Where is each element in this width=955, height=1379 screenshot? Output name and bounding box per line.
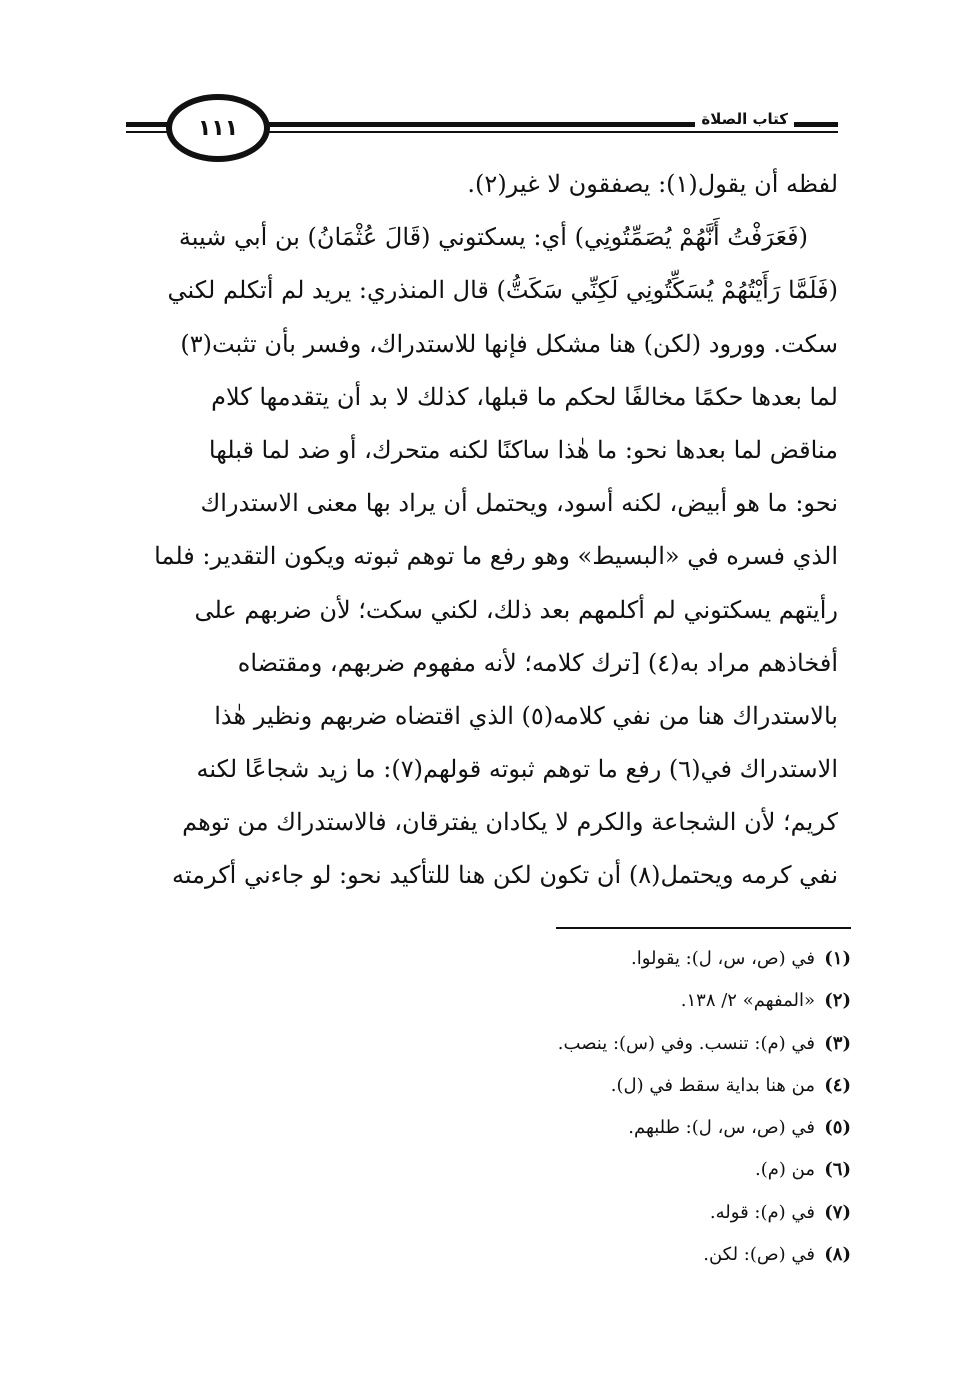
footnote-text: في (ص، س، ل): يقولوا. (631, 948, 815, 969)
main-text (128, 158, 838, 903)
footnote-item (431, 1234, 851, 1276)
header-rule-right-thin (256, 131, 838, 133)
text-line: لفظه أن يقول(١): يصفقون لا غير(٢). (467, 170, 838, 198)
footnote-number: (٥) (824, 1117, 851, 1139)
text-line: بالاستدراك هنا من نفي كلامه(٥) الذي اقتضاه ضربهم ونظير هٰذا (214, 701, 838, 730)
text-line: سكت. وورود (لكن) هنا مشكل فإنها للاستدراك، وفسر بأن تثبت(٣) (180, 329, 838, 358)
text-line: رأيتهم يسكتوني لم أكلمهم بعد ذلك، لكني سكت؛ لأن ضربهم على (194, 595, 838, 624)
page-number: ١١١ (197, 115, 239, 141)
footnotes (431, 938, 851, 1276)
footnote-number: (٣) (824, 1032, 851, 1054)
running-title: كتاب الصلاة (695, 110, 794, 128)
footnote-item (431, 938, 851, 980)
footnote-text: في (م): قوله. (709, 1201, 815, 1223)
text-line: مناقض لما بعدها نحو: ما هٰذا ساكنًا لكنه متحرك، أو ضد لما قبلها (208, 435, 838, 464)
footnote-item (431, 1023, 851, 1065)
footnote-item (431, 1192, 851, 1234)
footnote-text: «المفهم» ٢/ ١٣٨. (680, 990, 815, 1012)
footnote-item (431, 980, 851, 1022)
footnote-text: من (م). (755, 1159, 815, 1181)
text-line: نحو: ما هو أبيض، لكنه أسود، ويحتمل أن يراد بها معنى الاستدراك (200, 489, 838, 518)
footnote-item (431, 1149, 851, 1191)
footnote-number: (٨) (824, 1244, 851, 1266)
page-number-badge (166, 94, 270, 162)
text-line: كريم؛ لأن الشجاعة والكرم لا يكادان يفترقان، فالاستدراك من توهم (182, 808, 838, 837)
text-line: الذي فسره في «البسيط» وهو رفع ما توهم ثبوته ويكون التقدير: فلما (154, 542, 838, 571)
footnote-text: في (م): تنسب. وفي (س): ينصب. (557, 1032, 815, 1054)
footnote-text: في (ص، س، ل): طلبهم. (628, 1117, 815, 1139)
footnote-number: (٢) (824, 990, 851, 1012)
footnote-number: (٧) (824, 1201, 851, 1223)
footnote-item (431, 1065, 851, 1107)
footnote-number: (٤) (824, 1074, 851, 1096)
text-line: أفخاذهم مراد به(٤) [ترك كلامه؛ لأنه مفهوم ضربهم، ومقتضاه (237, 648, 838, 677)
text-line: لما بعدها حكمًا مخالفًا لحكم ما قبلها، كذلك لا بد أن يتقدمها كلام (211, 382, 838, 411)
text-line: الاستدراك في(٦) رفع ما توهم ثبوته قولهم(٧): ما زيد شجاعًا لكنه (196, 755, 838, 784)
footnote-number: (٦) (824, 1159, 851, 1181)
text-line: (فَعَرَفْتُ أَنَّهُمْ يُصَمِّتُونِي) أي: يسكتوني (قَالَ عُثْمَانُ) بن أبي شيبة (178, 223, 808, 252)
footnote-text: في (ص): لكن. (703, 1244, 815, 1266)
footnote-number: (١) (824, 948, 851, 969)
footnote-separator (556, 927, 851, 929)
footnote-text: من هنا بداية سقط في (ل). (610, 1074, 815, 1096)
text-line: نفي كرمه ويحتمل(٨) أن تكون لكن هنا للتأكيد نحو: لو جاءني أكرمته (172, 861, 838, 890)
text-line: (فَلَمَّا رَأَيْتُهُمْ يُسَكِّتُونِي لَكِنِّي سَكَتُّ) قال المنذري: يريد لم أتكلم لكني (167, 276, 838, 305)
footnote-item (431, 1107, 851, 1149)
